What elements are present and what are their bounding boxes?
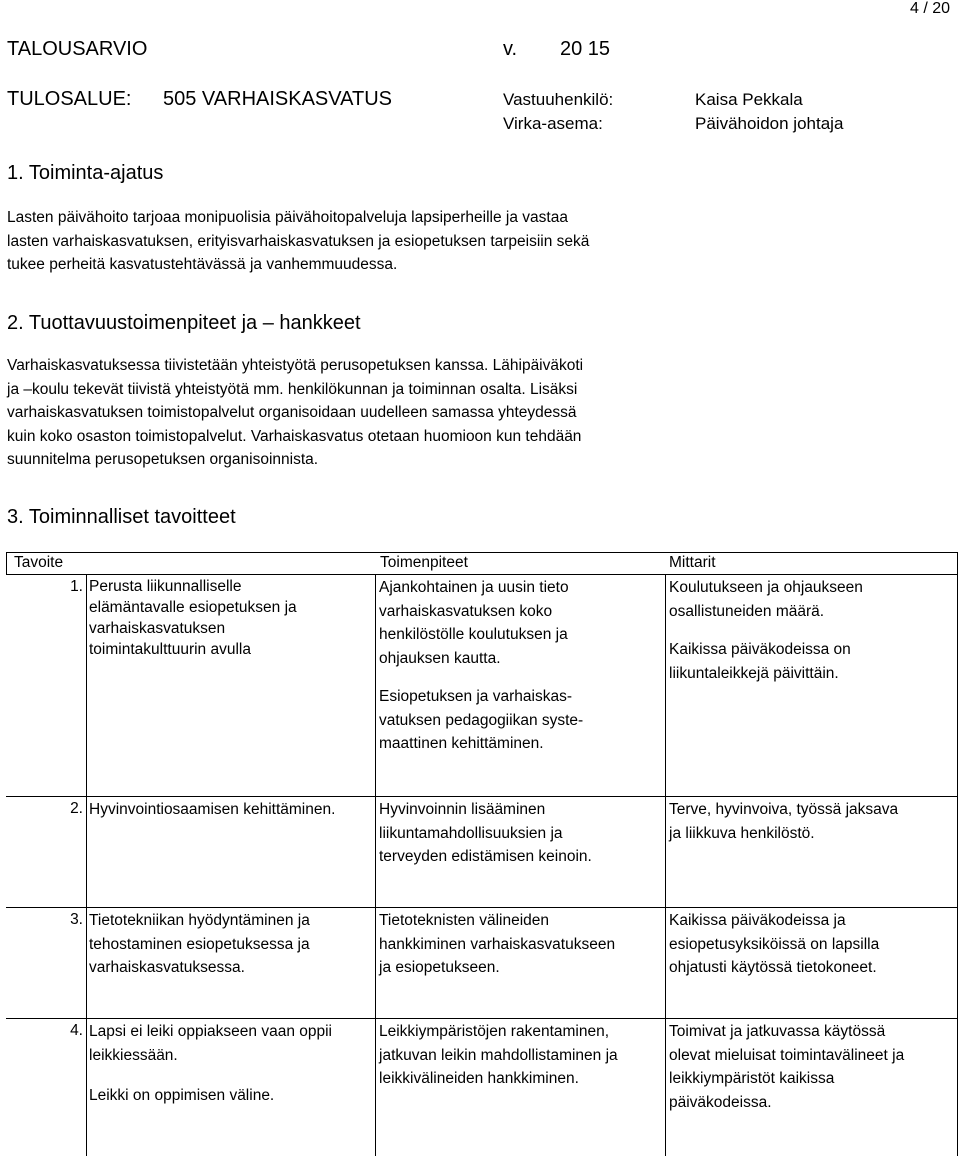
actions-line: varhaiskasvatuksen koko xyxy=(379,602,553,620)
actions-spacer xyxy=(379,670,583,685)
metrics-line: liikuntaleikkejä päivittäin. xyxy=(669,664,839,682)
metrics-line: Toimivat ja jatkuvassa käytössä xyxy=(669,1023,886,1040)
metrics-line: Kaikissa päiväkodeissa ja xyxy=(669,912,846,929)
section1-line: Lasten päivähoito tarjoaa monipuolisia päivähoitopalveluja lapsiperheille ja vastaa xyxy=(7,209,568,226)
metrics-cell xyxy=(669,798,898,845)
goal-line: Lapsi ei leiki oppiakseen vaan oppii xyxy=(89,1023,332,1040)
actions-line: henkilöstölle koulutuksen ja xyxy=(379,626,568,643)
actions-cell xyxy=(379,576,583,756)
actions-line: liikuntamahdollisuuksien ja xyxy=(379,824,563,842)
table-rule xyxy=(665,574,666,1156)
actions-line: ja esiopetukseen. xyxy=(379,959,500,976)
section1-paragraph xyxy=(7,206,589,277)
metrics-line: esiopetusyksiköissä on lapsilla xyxy=(669,935,880,953)
actions-line: Esiopetuksen ja varhaiskas- xyxy=(379,688,572,705)
goal-line: Hyvinvointiosaamisen kehittäminen. xyxy=(89,801,336,818)
section1-line: tukee perheitä kasvatustehtävässä ja vanhemmuudessa. xyxy=(7,256,398,273)
area-value: 505 VARHAISKASVATUS xyxy=(163,88,392,110)
table-rule xyxy=(6,796,958,797)
table-rule xyxy=(6,574,958,575)
doc-title: TALOUSARVIO xyxy=(7,38,148,60)
column-header-actions: Toimenpiteet xyxy=(380,554,468,571)
actions-line: ohjauksen kautta. xyxy=(379,649,501,667)
goal-cell xyxy=(89,909,310,980)
row-number: 4. xyxy=(70,1022,83,1039)
column-header-metrics: Mittarit xyxy=(669,554,716,571)
metrics-line: päiväkodeissa. xyxy=(669,1093,772,1111)
actions-cell xyxy=(379,1020,618,1091)
page-number: 4 / 20 xyxy=(909,0,950,17)
actions-line: terveyden edistämisen keinoin. xyxy=(379,848,592,865)
metrics-line: ja liikkuva henkilöstö. xyxy=(669,824,815,842)
goal-cell xyxy=(89,798,335,822)
metrics-line: olevat mieluisat toimintavälineet ja xyxy=(669,1046,905,1064)
table-rule xyxy=(6,907,958,908)
goal-line: varhaiskasvatuksen xyxy=(89,620,226,637)
goal-line: Leikki on oppimisen väline. xyxy=(89,1087,275,1104)
table-rule xyxy=(6,552,7,575)
metrics-line: Koulutukseen ja ohjaukseen xyxy=(669,579,863,596)
goal-cell xyxy=(89,576,297,660)
metrics-cell xyxy=(669,576,863,685)
section2-line: Varhaiskasvatuksessa tiivistetään yhteistyötä perusopetuksen kanssa. Lähipäiväkoti xyxy=(7,357,584,374)
goal-line: elämäntavalle esiopetuksen ja xyxy=(89,599,297,616)
metrics-spacer xyxy=(669,623,863,638)
actions-line: maattinen kehittäminen. xyxy=(379,735,544,752)
metrics-line: leikkiympäristöt kaikissa xyxy=(669,1070,835,1087)
goal-spacer xyxy=(89,1067,332,1084)
table-rule xyxy=(86,574,87,1156)
area-label: TULOSALUE: xyxy=(7,88,132,110)
goal-cell xyxy=(89,1020,332,1108)
section2-heading: 2. Tuottavuustoimenpiteet ja – hankkeet xyxy=(7,312,361,334)
section2-line: suunnitelma perusopetuksen organisoinnista. xyxy=(7,451,319,468)
actions-line: Hyvinvoinnin lisääminen xyxy=(379,801,546,818)
actions-line: Tietoteknisten välineiden xyxy=(379,912,550,929)
actions-line: vatuksen pedagogiikan syste- xyxy=(379,711,584,729)
section1-line: lasten varhaiskasvatuksen, erityisvarhaiskasvatuksen ja esiopetuksen tarpeisiin sekä xyxy=(7,232,590,250)
year-value: 20 15 xyxy=(560,38,611,60)
goal-line: varhaiskasvatuksessa. xyxy=(89,959,245,976)
table-rule xyxy=(6,1018,958,1019)
section3-heading: 3. Toiminnalliset tavoitteet xyxy=(7,506,236,528)
metrics-line: Terve, hyvinvoiva, työssä jaksava xyxy=(669,801,899,818)
actions-cell xyxy=(379,909,615,980)
actions-line: Leikkiympäristöjen rakentaminen, xyxy=(379,1023,610,1040)
table-rule xyxy=(957,552,958,1156)
actions-cell xyxy=(379,798,592,869)
section2-line: varhaiskasvatuksen toimistopalvelut organisoidaan uudelleen samassa yhteydessä xyxy=(7,404,577,421)
metrics-cell xyxy=(669,909,879,980)
section2-line: ja –koulu tekevät tiivistä yhteistyötä mm. henkilökunnan ja toiminnan osalta. Lisäksi xyxy=(7,380,578,398)
row-number: 2. xyxy=(70,800,83,817)
metrics-cell xyxy=(669,1020,904,1114)
year-prefix: v. xyxy=(503,38,518,60)
actions-line: Ajankohtainen ja uusin tieto xyxy=(379,579,569,596)
responsible-label: Vastuuhenkilö: xyxy=(503,90,614,109)
goal-line: Perusta liikunnalliselle xyxy=(89,578,242,595)
actions-line: jatkuvan leikin mahdollistaminen ja xyxy=(379,1046,618,1064)
actions-line: leikkivälineiden hankkiminen. xyxy=(379,1070,579,1087)
goal-line: toimintakulttuurin avulla xyxy=(89,641,251,658)
position-value: Päivähoidon johtaja xyxy=(695,114,844,133)
metrics-line: ohjatusti käytössä tietokoneet. xyxy=(669,959,877,976)
goal-line: Tietotekniikan hyödyntäminen ja xyxy=(89,912,310,929)
actions-line: hankkiminen varhaiskasvatukseen xyxy=(379,935,616,953)
table-rule xyxy=(6,552,958,553)
goal-line: tehostaminen esiopetuksessa ja xyxy=(89,935,310,953)
position-label: Virka-asema: xyxy=(503,114,603,133)
section1-heading: 1. Toiminta-ajatus xyxy=(7,162,164,184)
row-number: 1. xyxy=(70,578,83,595)
row-number: 3. xyxy=(70,911,83,928)
responsible-value: Kaisa Pekkala xyxy=(695,90,803,109)
metrics-line: osallistuneiden määrä. xyxy=(669,602,825,620)
goal-line: leikkiessään. xyxy=(89,1046,178,1064)
section2-paragraph xyxy=(7,354,583,472)
column-header-goal: Tavoite xyxy=(14,554,64,571)
table-rule xyxy=(375,574,376,1156)
metrics-line: Kaikissa päiväkodeissa on xyxy=(669,641,851,658)
section2-line: kuin koko osaston toimistopalvelut. Varhaiskasvatus otetaan huomioon kun tehdään xyxy=(7,427,582,445)
